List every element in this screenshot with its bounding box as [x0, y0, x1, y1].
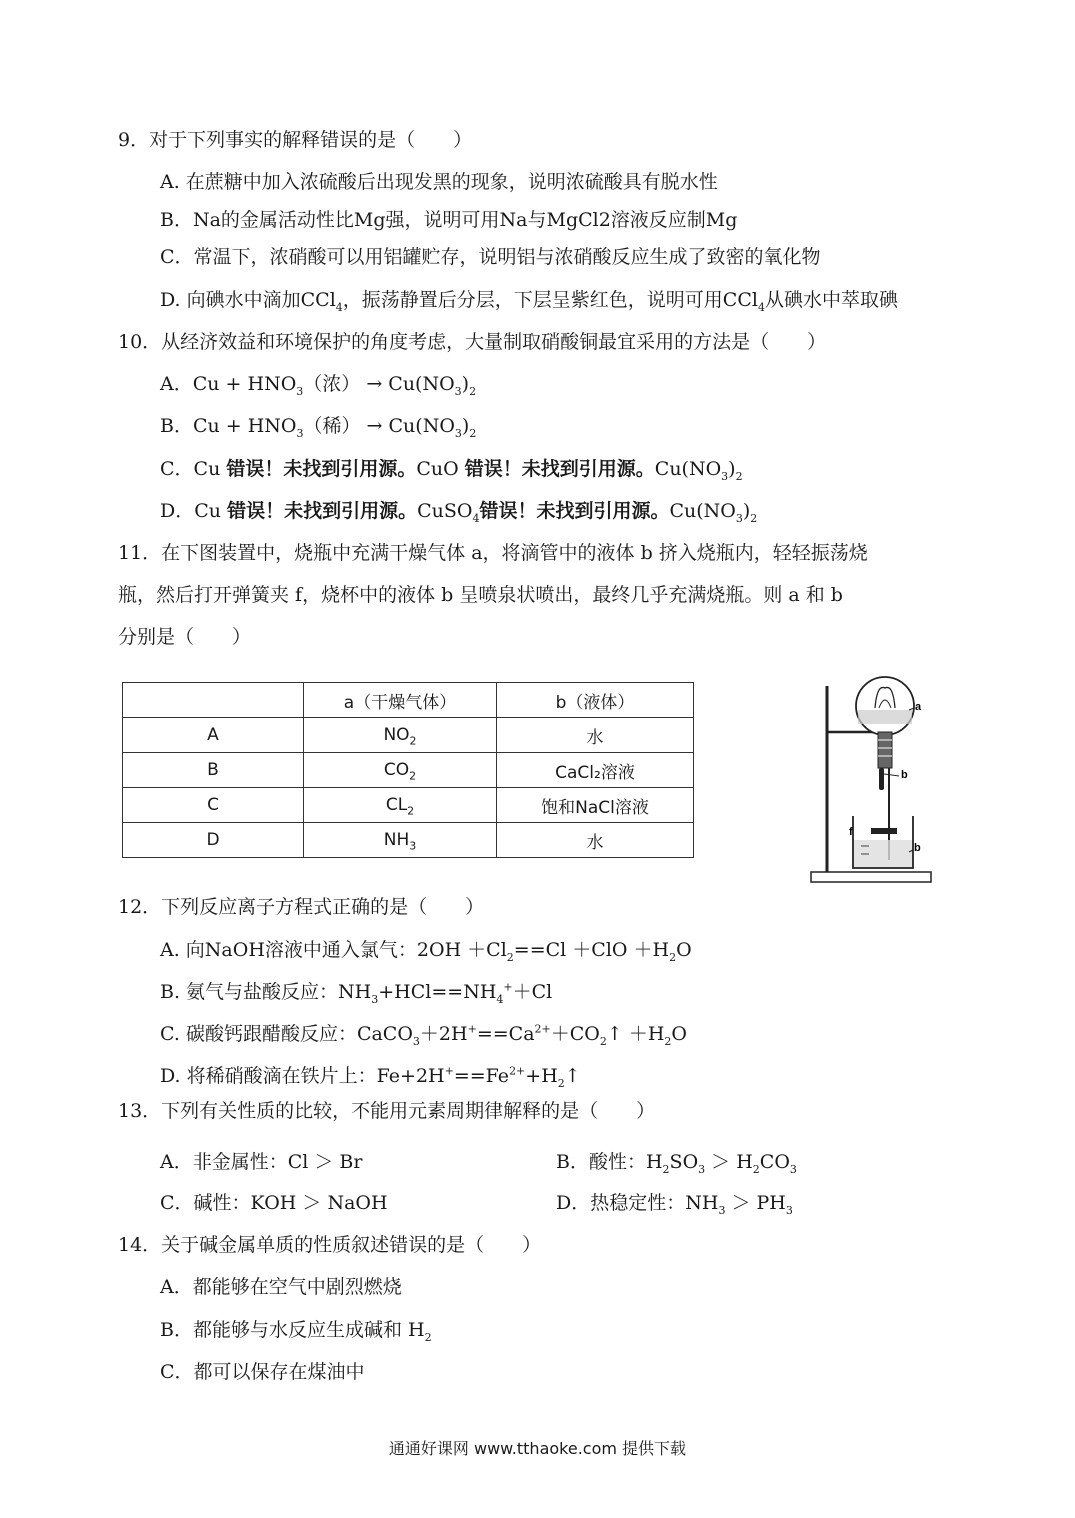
- label-f: f: [849, 826, 853, 838]
- q10-option-d: D．Cu 错误！未找到引用源。CuSO$_4$错误！未找到引用源。$Cu(NO_3)_2$: [160, 500, 758, 525]
- q14-option-b: B．都能够与水反应生成碱和 $H_2$: [160, 1319, 432, 1344]
- table-row: [123, 753, 694, 788]
- table-cell-gas: $CL_2$: [304, 788, 497, 823]
- fountain-apparatus-diagram: [805, 668, 935, 886]
- table-cell-gas: $CO_2$: [304, 753, 497, 788]
- table-cell-liquid: 饱和NaCl溶液: [497, 788, 694, 823]
- q9-option-d: D. 向碘水中滴加CCl$_4$，振荡静置后分层，下层呈紫红色，说明可用CCl$_4$从碘水中萃取碘: [160, 289, 898, 314]
- table-header-cell: a（干燥气体）: [304, 683, 497, 718]
- q13-option-a: A．非金属性：Cl ＞ Br: [160, 1151, 363, 1173]
- q12-stem: 12．下列反应离子方程式正确的是（ ）: [118, 896, 485, 918]
- spring-clamp: [871, 828, 897, 834]
- q12-option-c: C. 碳酸钙跟醋酸反应：$CaCO_3+2H^+==Ca^{2+}+CO_2↑ +H_2O$: [160, 1022, 687, 1048]
- q11-stem-line1: 11．在下图装置中，烧瓶中充满干燥气体 a，将滴管中的液体 b 挤入烧瓶内，轻轻振荡烧: [118, 542, 868, 564]
- table-cell-option: B: [123, 753, 304, 788]
- q14-option-c: C．都可以保存在煤油中: [160, 1361, 365, 1383]
- dropper: [879, 768, 884, 790]
- page-footer: 通通好课网 www.tthaoke.com 提供下载: [388, 1439, 687, 1458]
- q13-option-d: D．热稳定性：$NH_3 > PH_3$: [556, 1192, 793, 1217]
- table-header-cell: [123, 683, 304, 718]
- table-cell-option: A: [123, 718, 304, 753]
- q11-stem-line2: 瓶，然后打开弹簧夹 f，烧杯中的液体 b 呈喷泉状喷出，最终几乎充满烧瓶。则 a 和 b: [118, 584, 843, 606]
- q10-stem: 10．从经济效益和环境保护的角度考虑，大量制取硝酸铜最宜采用的方法是（ ）: [118, 331, 827, 353]
- q12-option-d: D. 将稀硝酸滴在铁片上：$Fe+2H^+==Fe^{2+}+H_2↑$: [160, 1064, 581, 1090]
- flask-neck-stopper: [878, 732, 892, 768]
- table-cell-option: D: [123, 823, 304, 858]
- table-cell-liquid: CaCl₂溶液: [497, 753, 694, 788]
- table-header-cell: b（液体）: [497, 683, 694, 718]
- q12-option-a: A. 向NaOH溶液中通入氯气：$2OH +Cl_2==Cl +ClO +H_2O$: [160, 939, 692, 964]
- table-cell-liquid: 水: [497, 718, 694, 753]
- round-flask: [856, 677, 914, 735]
- q10-option-c: C．Cu 错误！未找到引用源。CuO 错误！未找到引用源。$Cu(NO_3)_2$: [160, 458, 743, 483]
- q9-option-a: A. 在蔗糖中加入浓硫酸后出现发黑的现象，说明浓硫酸具有脱水性: [160, 171, 718, 193]
- stand-base: [811, 872, 931, 882]
- q9-stem: 9．对于下列事实的解释错误的是（ ）: [118, 129, 473, 151]
- table-row: [123, 823, 694, 858]
- q14-option-a: A．都能够在空气中剧烈燃烧: [160, 1276, 402, 1298]
- q12-option-b: B. 氨气与盐酸反应：$NH_3+HCl==NH_4^++Cl$: [160, 980, 553, 1006]
- table-cell-gas: $NH_3$: [304, 823, 497, 858]
- label-a: a: [915, 701, 922, 713]
- table-cell-gas: $NO_2$: [304, 718, 497, 753]
- table-row: [123, 718, 694, 753]
- q11-answer-table: [122, 682, 694, 858]
- label-b-dropper: b: [901, 769, 908, 781]
- q13-option-c: C．碱性：KOH ＞ NaOH: [160, 1192, 388, 1214]
- q11-stem-line3: 分别是（ ）: [118, 626, 252, 648]
- table-row: [123, 788, 694, 823]
- q14-stem: 14．关于碱金属单质的性质叙述错误的是（ ）: [118, 1234, 542, 1256]
- q9-option-b: B．Na的金属活动性比Mg强，说明可用Na与MgCl2溶液反应制Mg: [160, 209, 738, 231]
- label-b-beaker: b: [914, 842, 921, 854]
- flask-liquid: [858, 710, 912, 724]
- table-cell-liquid: 水: [497, 823, 694, 858]
- table-header-row: [123, 683, 694, 718]
- q10-option-a: A．$Cu + HNO_3$（浓） → $Cu(NO_3)_2$: [160, 373, 477, 398]
- q10-option-b: B．$Cu + HNO_3$（稀） → $Cu(NO_3)_2$: [160, 415, 477, 440]
- q13-stem: 13．下列有关性质的比较，不能用元素周期律解释的是（ ）: [118, 1100, 656, 1122]
- q9-option-c: C．常温下，浓硝酸可以用铝罐贮存，说明铝与浓硝酸反应生成了致密的氧化物: [160, 246, 821, 268]
- q13-option-b: B．酸性：$H_2SO_3 > H_2CO_3$: [556, 1151, 797, 1176]
- table-cell-option: C: [123, 788, 304, 823]
